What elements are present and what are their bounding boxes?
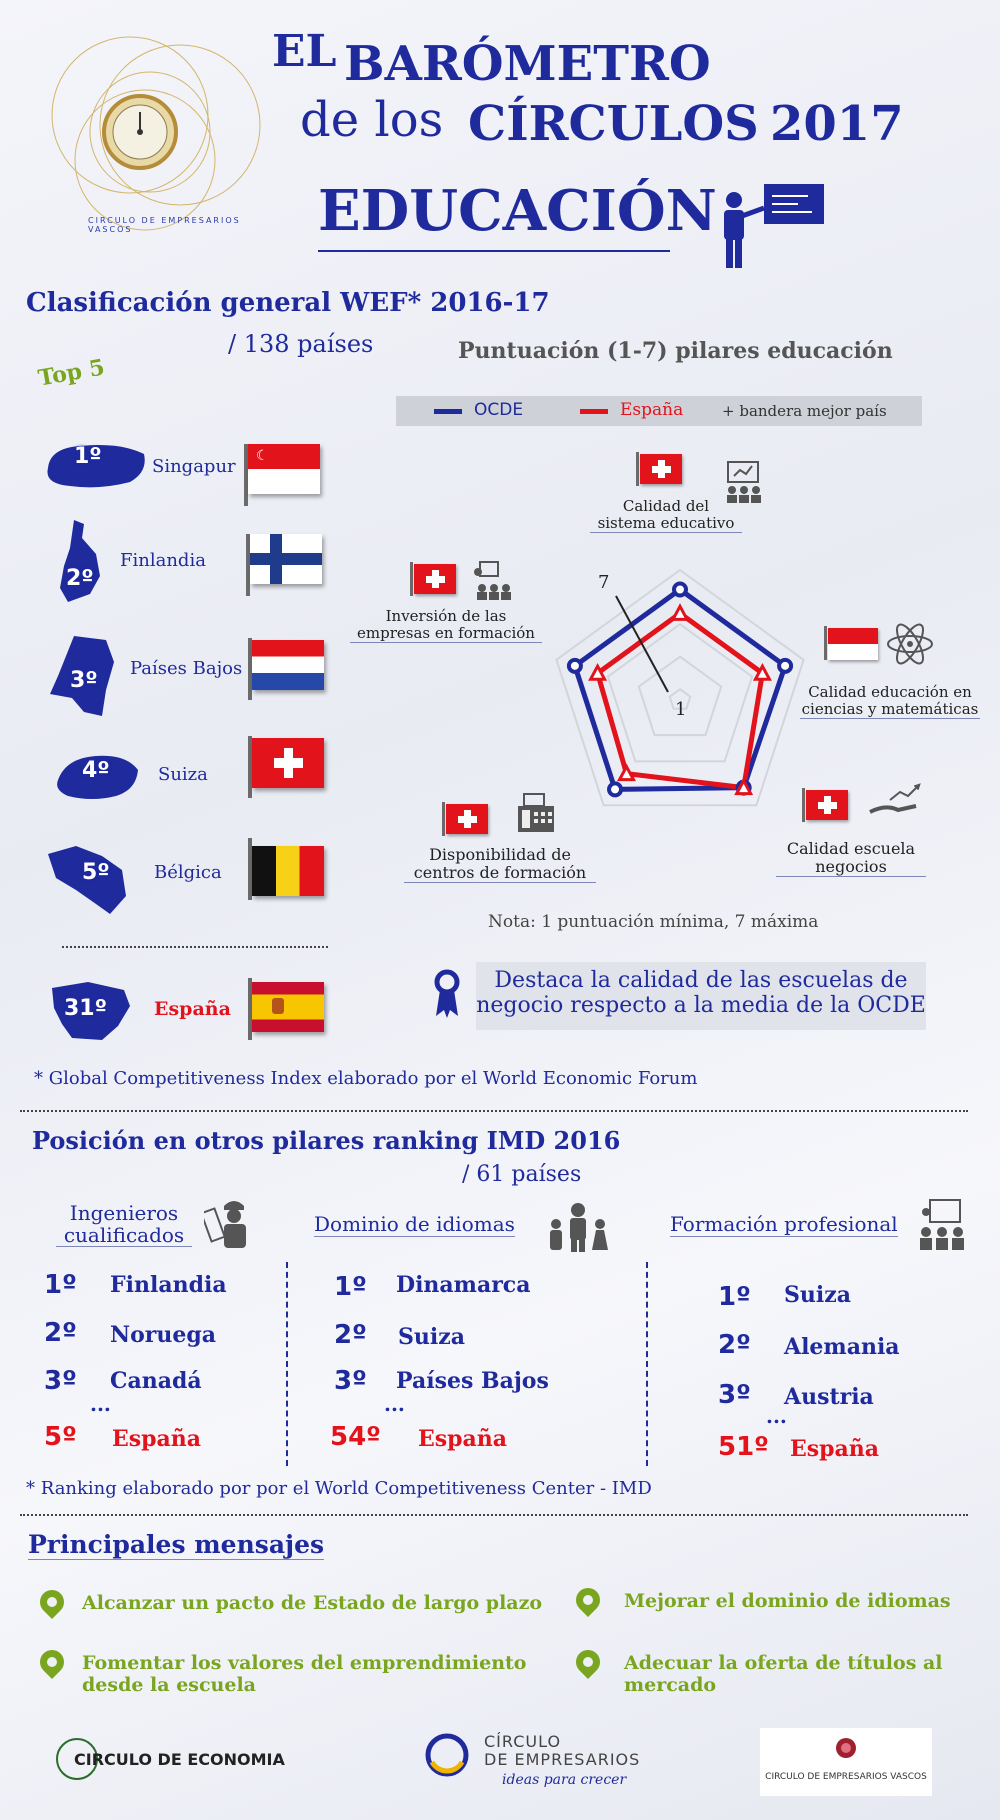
imd-col2-country-1: Dinamarca <box>396 1272 531 1298</box>
imd-col2-country-2: Suiza <box>398 1324 465 1350</box>
people-icon <box>546 1200 610 1254</box>
message-line: desde la escuela <box>82 1674 256 1696</box>
imd-col-divider <box>286 1262 288 1466</box>
imd-col1-country-1: Finlandia <box>110 1272 227 1298</box>
radar-title: Puntuación (1-7) pilares educación <box>458 338 893 364</box>
section-title-underline <box>318 250 670 252</box>
flag-switzerland-small <box>414 564 456 594</box>
logo-vascos-text: CIRCULO DE EMPRESARIOS VASCOS <box>765 1772 927 1782</box>
circle-logo-icon <box>424 1732 470 1778</box>
imd-col3-rank-1: 1º <box>718 1282 751 1312</box>
legend-spain-label: España <box>620 400 684 420</box>
flag-pole <box>636 452 639 486</box>
radar-note: Nota: 1 puntuación mínima, 7 máxima <box>488 912 819 932</box>
axis-label-availability <box>404 846 596 883</box>
section-title: EDUCACIÓN <box>318 178 717 244</box>
location-pin-icon <box>35 1645 69 1679</box>
flag-netherlands <box>252 640 324 690</box>
flag-switzerland-small <box>806 790 848 820</box>
section-divider <box>20 1110 968 1112</box>
location-pin-icon <box>35 1585 69 1619</box>
flag-pole <box>824 626 827 660</box>
imd-col3-rank-spain: 51º <box>718 1432 769 1462</box>
radar-grid-ring <box>639 657 721 735</box>
flag-switzerland-small <box>640 454 682 484</box>
award-ribbon-icon <box>432 968 462 1020</box>
imd-col2-country-spain: España <box>418 1426 508 1452</box>
logo-empresarios-tagline: ideas para crecer <box>502 1772 627 1788</box>
location-pin-icon <box>571 1645 605 1679</box>
rank-spain-country: España <box>154 998 231 1020</box>
engineer-icon <box>204 1196 256 1250</box>
axis-label-line: negocios <box>815 857 887 876</box>
imd-col2-ellipsis: ... <box>384 1392 405 1416</box>
message-line: Fomentar los valores del emprendimiento <box>82 1652 527 1674</box>
imd-col-title-line: cualificados <box>63 1223 185 1247</box>
imd-col2-rank-2: 2º <box>334 1320 367 1350</box>
imd-col3-country-2: Alemania <box>784 1334 900 1360</box>
imd-title: Posición en otros pilares ranking IMD 2016 <box>32 1126 621 1155</box>
message-1 <box>82 1592 542 1614</box>
title-circulos: CÍRCULOS <box>468 96 759 152</box>
flag-switzerland <box>252 738 324 788</box>
logo-circulo-economia <box>54 1736 294 1782</box>
logo-circulo-empresarios <box>424 1728 654 1798</box>
rank-4-number: 4º <box>82 758 110 783</box>
flag-pole <box>410 562 413 596</box>
rank-3-country: Países Bajos <box>130 658 243 679</box>
radar-scale-min: 1 <box>675 699 687 720</box>
axis-label-investment <box>350 608 542 643</box>
imd-footnote: * Ranking elaborado por por el World Competitiveness Center - IMD <box>26 1478 652 1499</box>
radar-legend <box>396 396 922 426</box>
radar-point-ocde-1 <box>779 660 791 672</box>
wef-title: Clasificación general WEF* 2016-17 <box>26 288 550 318</box>
rank-3-number: 3º <box>70 668 98 693</box>
presentation-icon <box>470 560 516 600</box>
message-line: Adecuar la oferta de títulos al <box>624 1652 943 1674</box>
message-line: Mejorar el dominio de idiomas <box>624 1590 951 1612</box>
rank-spain-number: 31º <box>64 996 108 1021</box>
imd-col1-country-spain: España <box>112 1426 202 1452</box>
axis-label-line: empresas en formación <box>357 624 535 642</box>
rank-5-number: 5º <box>82 860 110 885</box>
highlight-line-1: Destaca la calidad de las escuelas de <box>494 968 908 993</box>
imd-col1-rank-1: 1º <box>44 1270 77 1300</box>
section-divider <box>20 1514 968 1516</box>
radar-point-ocde-4 <box>569 660 581 672</box>
wef-divider <box>62 946 328 948</box>
barometer-logo <box>40 20 270 240</box>
imd-col2-country-3: Países Bajos <box>396 1368 549 1394</box>
message-4 <box>624 1652 943 1696</box>
seal-icon <box>834 1736 858 1760</box>
message-3 <box>82 1652 526 1696</box>
imd-col1-country-3: Canadá <box>110 1368 202 1394</box>
fax-icon <box>514 792 558 836</box>
flag-belgium <box>252 846 324 896</box>
rank-1-country: Singapur <box>152 456 236 477</box>
flag-singapore <box>248 444 320 494</box>
logo-circulo-economia-text: CIRCULO DE ECONOMIA <box>74 1750 285 1769</box>
rank-5-country: Bélgica <box>154 862 222 883</box>
title-year: 2017 <box>770 96 904 152</box>
axis-label-line: centros de formación <box>413 863 587 882</box>
axis-label-business-school <box>776 840 926 877</box>
flag-pole <box>802 788 805 822</box>
top5-label: Top 5 <box>36 354 107 392</box>
logo-empresarios-line2: DE EMPRESARIOS <box>484 1750 641 1769</box>
legend-ocde-label: OCDE <box>474 400 524 420</box>
flag-switzerland-small <box>446 804 488 834</box>
rank-2-number: 2º <box>66 566 94 591</box>
title-el: EL <box>272 26 337 77</box>
imd-col1-rank-2: 2º <box>44 1318 77 1348</box>
axis-label-line: sistema educativo <box>597 514 735 532</box>
imd-subtitle: / 61 países <box>462 1162 582 1187</box>
legend-best-label: + bandera mejor país <box>722 402 887 420</box>
rank-1-number: 1º <box>74 444 102 469</box>
rank-2-country: Finlandia <box>120 550 206 571</box>
crescent-icon: ☾ <box>256 448 269 464</box>
spain-coat-of-arms-icon <box>272 998 284 1014</box>
imd-col3-country-spain: España <box>790 1436 880 1462</box>
message-2 <box>624 1590 951 1612</box>
logo-empresarios-line1: CÍRCULO <box>484 1732 562 1751</box>
axis-label-line: Calidad educación en <box>808 683 972 701</box>
axis-label-science <box>800 684 980 719</box>
barometer-rings-icon <box>40 20 270 240</box>
imd-col2-rank-1: 1º <box>334 1272 367 1302</box>
location-pin-icon <box>571 1583 605 1617</box>
legend-ocde-swatch <box>434 409 462 414</box>
axis-label-line: ciencias y matemáticas <box>801 700 979 718</box>
imd-col1-title <box>56 1202 192 1247</box>
highlight-line-2: negocio respecto a la media de la OCDE <box>476 993 926 1018</box>
messages-title: Principales mensajes <box>28 1530 325 1559</box>
imd-col1-country-2: Noruega <box>110 1322 217 1348</box>
imd-col3-country-1: Suiza <box>784 1282 851 1308</box>
atom-icon <box>884 620 940 670</box>
logo-empresarios-vascos <box>760 1728 932 1796</box>
message-line: mercado <box>624 1674 717 1696</box>
message-line: Alcanzar un pacto de Estado de largo plazo <box>82 1592 543 1614</box>
imd-col3-title: Formación profesional <box>670 1212 898 1236</box>
flag-finland <box>250 534 322 584</box>
title-de-los: de los <box>300 92 444 148</box>
radar-point-ocde-3 <box>609 783 621 795</box>
axis-label-line: Inversión de las <box>385 607 507 625</box>
imd-col2-rank-spain: 54º <box>330 1422 381 1452</box>
imd-col-title-line: Ingenieros <box>69 1201 179 1225</box>
flag-spain <box>252 982 324 1032</box>
rank-4-country: Suiza <box>158 764 208 785</box>
imd-col2-title: Dominio de idiomas <box>314 1212 515 1236</box>
radar-grid-ring <box>608 624 752 761</box>
teacher-icon <box>712 178 832 270</box>
imd-col2-rank-3: 3º <box>334 1366 367 1396</box>
axis-label-quality-system <box>590 498 742 533</box>
imd-col-divider <box>646 1262 648 1466</box>
imd-col3-ellipsis: ... <box>766 1404 787 1428</box>
imd-col3-rank-3: 3º <box>718 1380 751 1410</box>
axis-label-line: Calidad escuela <box>786 839 916 858</box>
imd-col3-rank-2: 2º <box>718 1330 751 1360</box>
imd-col1-rank-3: 3º <box>44 1366 77 1396</box>
radar-point-spain-3 <box>620 767 634 780</box>
radar-point-ocde-0 <box>674 584 686 596</box>
imd-col1-rank-spain: 5º <box>44 1422 77 1452</box>
wef-footnote: * Global Competitiveness Index elaborado por el World Economic Forum <box>34 1068 698 1089</box>
radar-point-spain-0 <box>673 606 687 619</box>
imd-col3-country-3: Austria <box>784 1384 874 1410</box>
radar-scale-max: 7 <box>598 572 610 593</box>
legend-spain-swatch <box>580 409 608 414</box>
axis-label-line: Disponibilidad de <box>429 845 571 864</box>
flag-pole <box>442 802 445 836</box>
axis-label-line: Calidad del <box>622 497 710 515</box>
logo-ring-text: CIRCULO DE EMPRESARIOS VASCOS <box>88 216 241 234</box>
classroom-icon <box>916 1198 968 1252</box>
title-barometro: BARÓMETRO <box>344 36 711 92</box>
imd-col1-ellipsis: ... <box>90 1392 111 1416</box>
highlight-box <box>476 962 926 1030</box>
radar-scale-line <box>616 596 668 692</box>
wef-subtitle: / 138 países <box>228 330 374 358</box>
flag-singapore-small <box>828 628 878 660</box>
map-finland <box>56 518 106 604</box>
business-growth-icon <box>866 782 924 822</box>
